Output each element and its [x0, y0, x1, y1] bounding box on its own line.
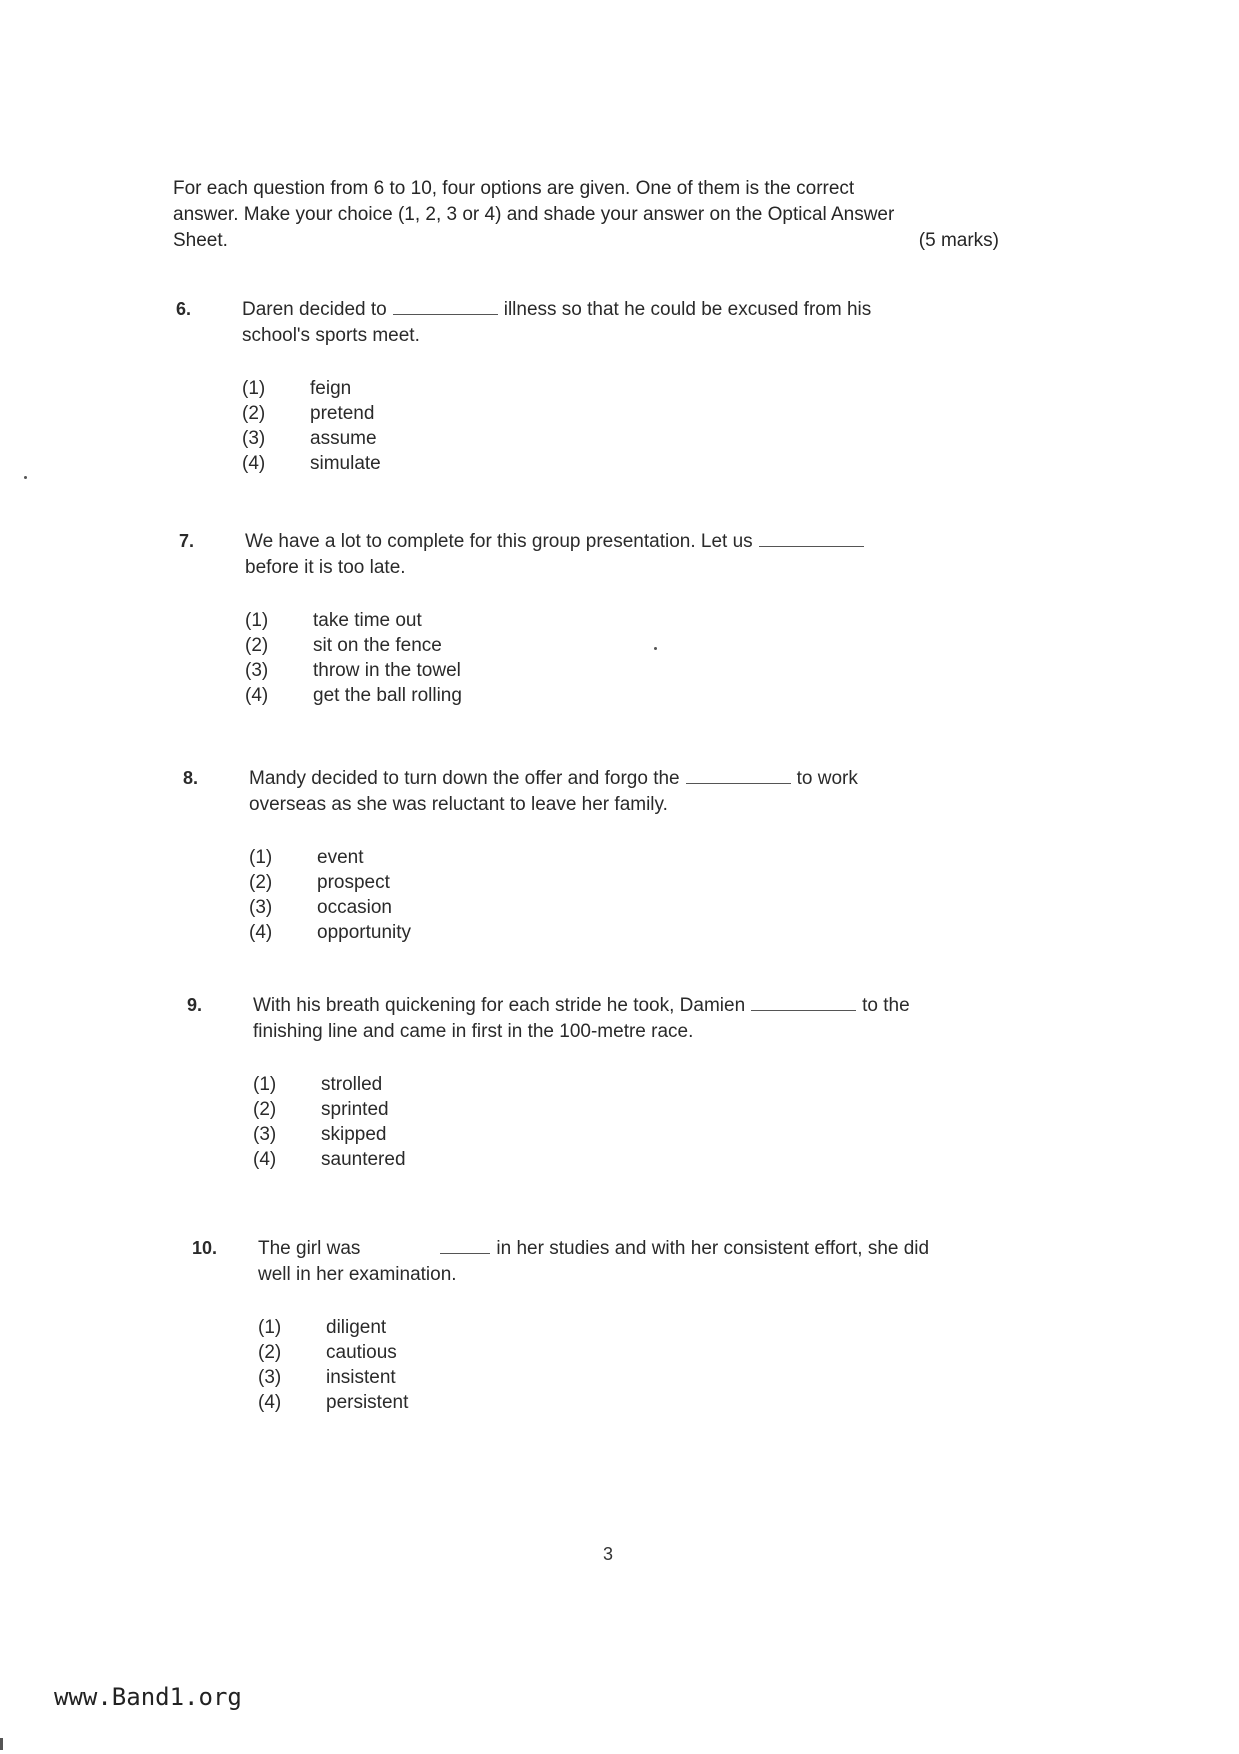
option-list — [253, 1072, 406, 1172]
option-text: occasion — [317, 897, 392, 918]
instructions-line-2: answer. Make your choice (1, 2, 3 or 4) and shade your answer on the Optical Answer — [173, 204, 895, 225]
question-number: 7. — [179, 531, 195, 551]
option-number: (1) — [249, 847, 273, 868]
page-number: 3 — [603, 1544, 614, 1564]
option-4 — [245, 683, 462, 708]
question-text — [242, 296, 1002, 349]
option-text: sauntered — [321, 1149, 406, 1170]
option-text: get the ball rolling — [313, 685, 462, 706]
question-stem-before: Mandy decided to turn down the offer and forgo the — [249, 768, 680, 789]
option-1 — [258, 1315, 408, 1340]
marks-label: (5 marks) — [918, 230, 999, 251]
footer-url: www.Band1.org — [54, 1683, 242, 1711]
option-text: pretend — [310, 403, 375, 424]
scan-speck — [24, 476, 27, 479]
option-number: (4) — [253, 1149, 277, 1170]
option-1 — [242, 376, 381, 401]
option-number: (3) — [249, 897, 273, 918]
option-number: (2) — [245, 635, 269, 656]
option-text: sit on the fence — [313, 635, 442, 656]
option-3 — [258, 1365, 408, 1390]
option-number: (4) — [249, 922, 273, 943]
option-text: insistent — [326, 1367, 396, 1388]
question-stem-line-2: before it is too late. — [245, 557, 406, 578]
instructions-line-3-text: Sheet. — [173, 230, 228, 251]
option-number: (3) — [253, 1124, 277, 1145]
question-stem-line-2: overseas as she was reluctant to leave her family. — [249, 794, 668, 815]
scan-speck — [654, 647, 657, 650]
question-stem-after: illness so that he could be excused from his — [503, 299, 872, 320]
option-number: (4) — [242, 453, 266, 474]
question-number: 6. — [176, 299, 192, 319]
question-text — [258, 1235, 1018, 1288]
option-2 — [249, 870, 411, 895]
question-stem-line-2: finishing line and came in first in the 100-metre race. — [253, 1021, 694, 1042]
option-text: opportunity — [317, 922, 412, 943]
option-number: (3) — [258, 1367, 282, 1388]
question-stem-before: With his breath quickening for each stride he took, Damien — [253, 995, 746, 1016]
option-text: event — [317, 847, 364, 868]
option-list — [245, 608, 462, 708]
question-text — [253, 992, 1013, 1045]
option-number: (1) — [242, 378, 266, 399]
instructions-line-3 — [173, 228, 999, 254]
option-4 — [253, 1147, 406, 1172]
answer-blank — [759, 528, 864, 547]
question-stem-before: Daren decided to — [242, 299, 387, 320]
question-number: 9. — [187, 995, 203, 1015]
option-text: strolled — [321, 1074, 383, 1095]
option-2 — [242, 401, 381, 426]
option-text: throw in the towel — [313, 660, 461, 681]
question-text — [249, 765, 1009, 818]
answer-blank — [686, 765, 791, 784]
option-text: sprinted — [321, 1099, 389, 1120]
option-number: (3) — [245, 660, 269, 681]
option-number: (2) — [242, 403, 266, 424]
option-4 — [249, 920, 411, 945]
option-number: (2) — [253, 1099, 277, 1120]
option-number: (3) — [242, 428, 266, 449]
question-stem-before: The girl was — [258, 1238, 361, 1259]
question-stem-after: to work — [796, 768, 858, 789]
option-text: prospect — [317, 872, 390, 893]
option-number: (4) — [258, 1392, 282, 1413]
question-number: 10. — [192, 1238, 218, 1258]
option-text: cautious — [326, 1342, 397, 1363]
option-number: (1) — [245, 610, 269, 631]
question-stem-after: in her studies and with her consistent effort, she did — [496, 1238, 930, 1259]
option-3 — [253, 1122, 406, 1147]
option-1 — [253, 1072, 406, 1097]
question-number: 8. — [183, 768, 199, 788]
answer-blank — [393, 296, 498, 315]
option-2 — [258, 1340, 408, 1365]
answer-blank — [751, 992, 856, 1011]
option-text: persistent — [326, 1392, 409, 1413]
option-2 — [245, 633, 462, 658]
option-list — [258, 1315, 408, 1415]
option-3 — [249, 895, 411, 920]
question-stem-before: We have a lot to complete for this group presentation. Let us — [245, 531, 753, 552]
option-list — [242, 376, 381, 476]
question-text — [245, 528, 1005, 581]
option-3 — [245, 658, 462, 683]
option-text: feign — [310, 378, 352, 399]
option-3 — [242, 426, 381, 451]
option-number: (1) — [258, 1317, 282, 1338]
option-number: (1) — [253, 1074, 277, 1095]
question-stem-line-2: well in her examination. — [258, 1264, 457, 1285]
question-stem-line-2: school's sports meet. — [242, 325, 420, 346]
option-2 — [253, 1097, 406, 1122]
scan-speck — [0, 1738, 3, 1750]
option-text: assume — [310, 428, 377, 449]
option-number: (2) — [258, 1342, 282, 1363]
answer-blank — [440, 1235, 490, 1254]
option-1 — [245, 608, 462, 633]
option-number: (2) — [249, 872, 273, 893]
option-list — [249, 845, 411, 945]
option-number: (4) — [245, 685, 269, 706]
instructions-line-1: For each question from 6 to 10, four options are given. One of them is the correct — [173, 178, 855, 199]
instructions — [173, 176, 999, 254]
option-text: diligent — [326, 1317, 387, 1338]
option-4 — [258, 1390, 408, 1415]
option-text: simulate — [310, 453, 381, 474]
option-4 — [242, 451, 381, 476]
question-stem-after: to the — [862, 995, 910, 1016]
option-text: skipped — [321, 1124, 387, 1145]
option-1 — [249, 845, 411, 870]
option-text: take time out — [313, 610, 422, 631]
